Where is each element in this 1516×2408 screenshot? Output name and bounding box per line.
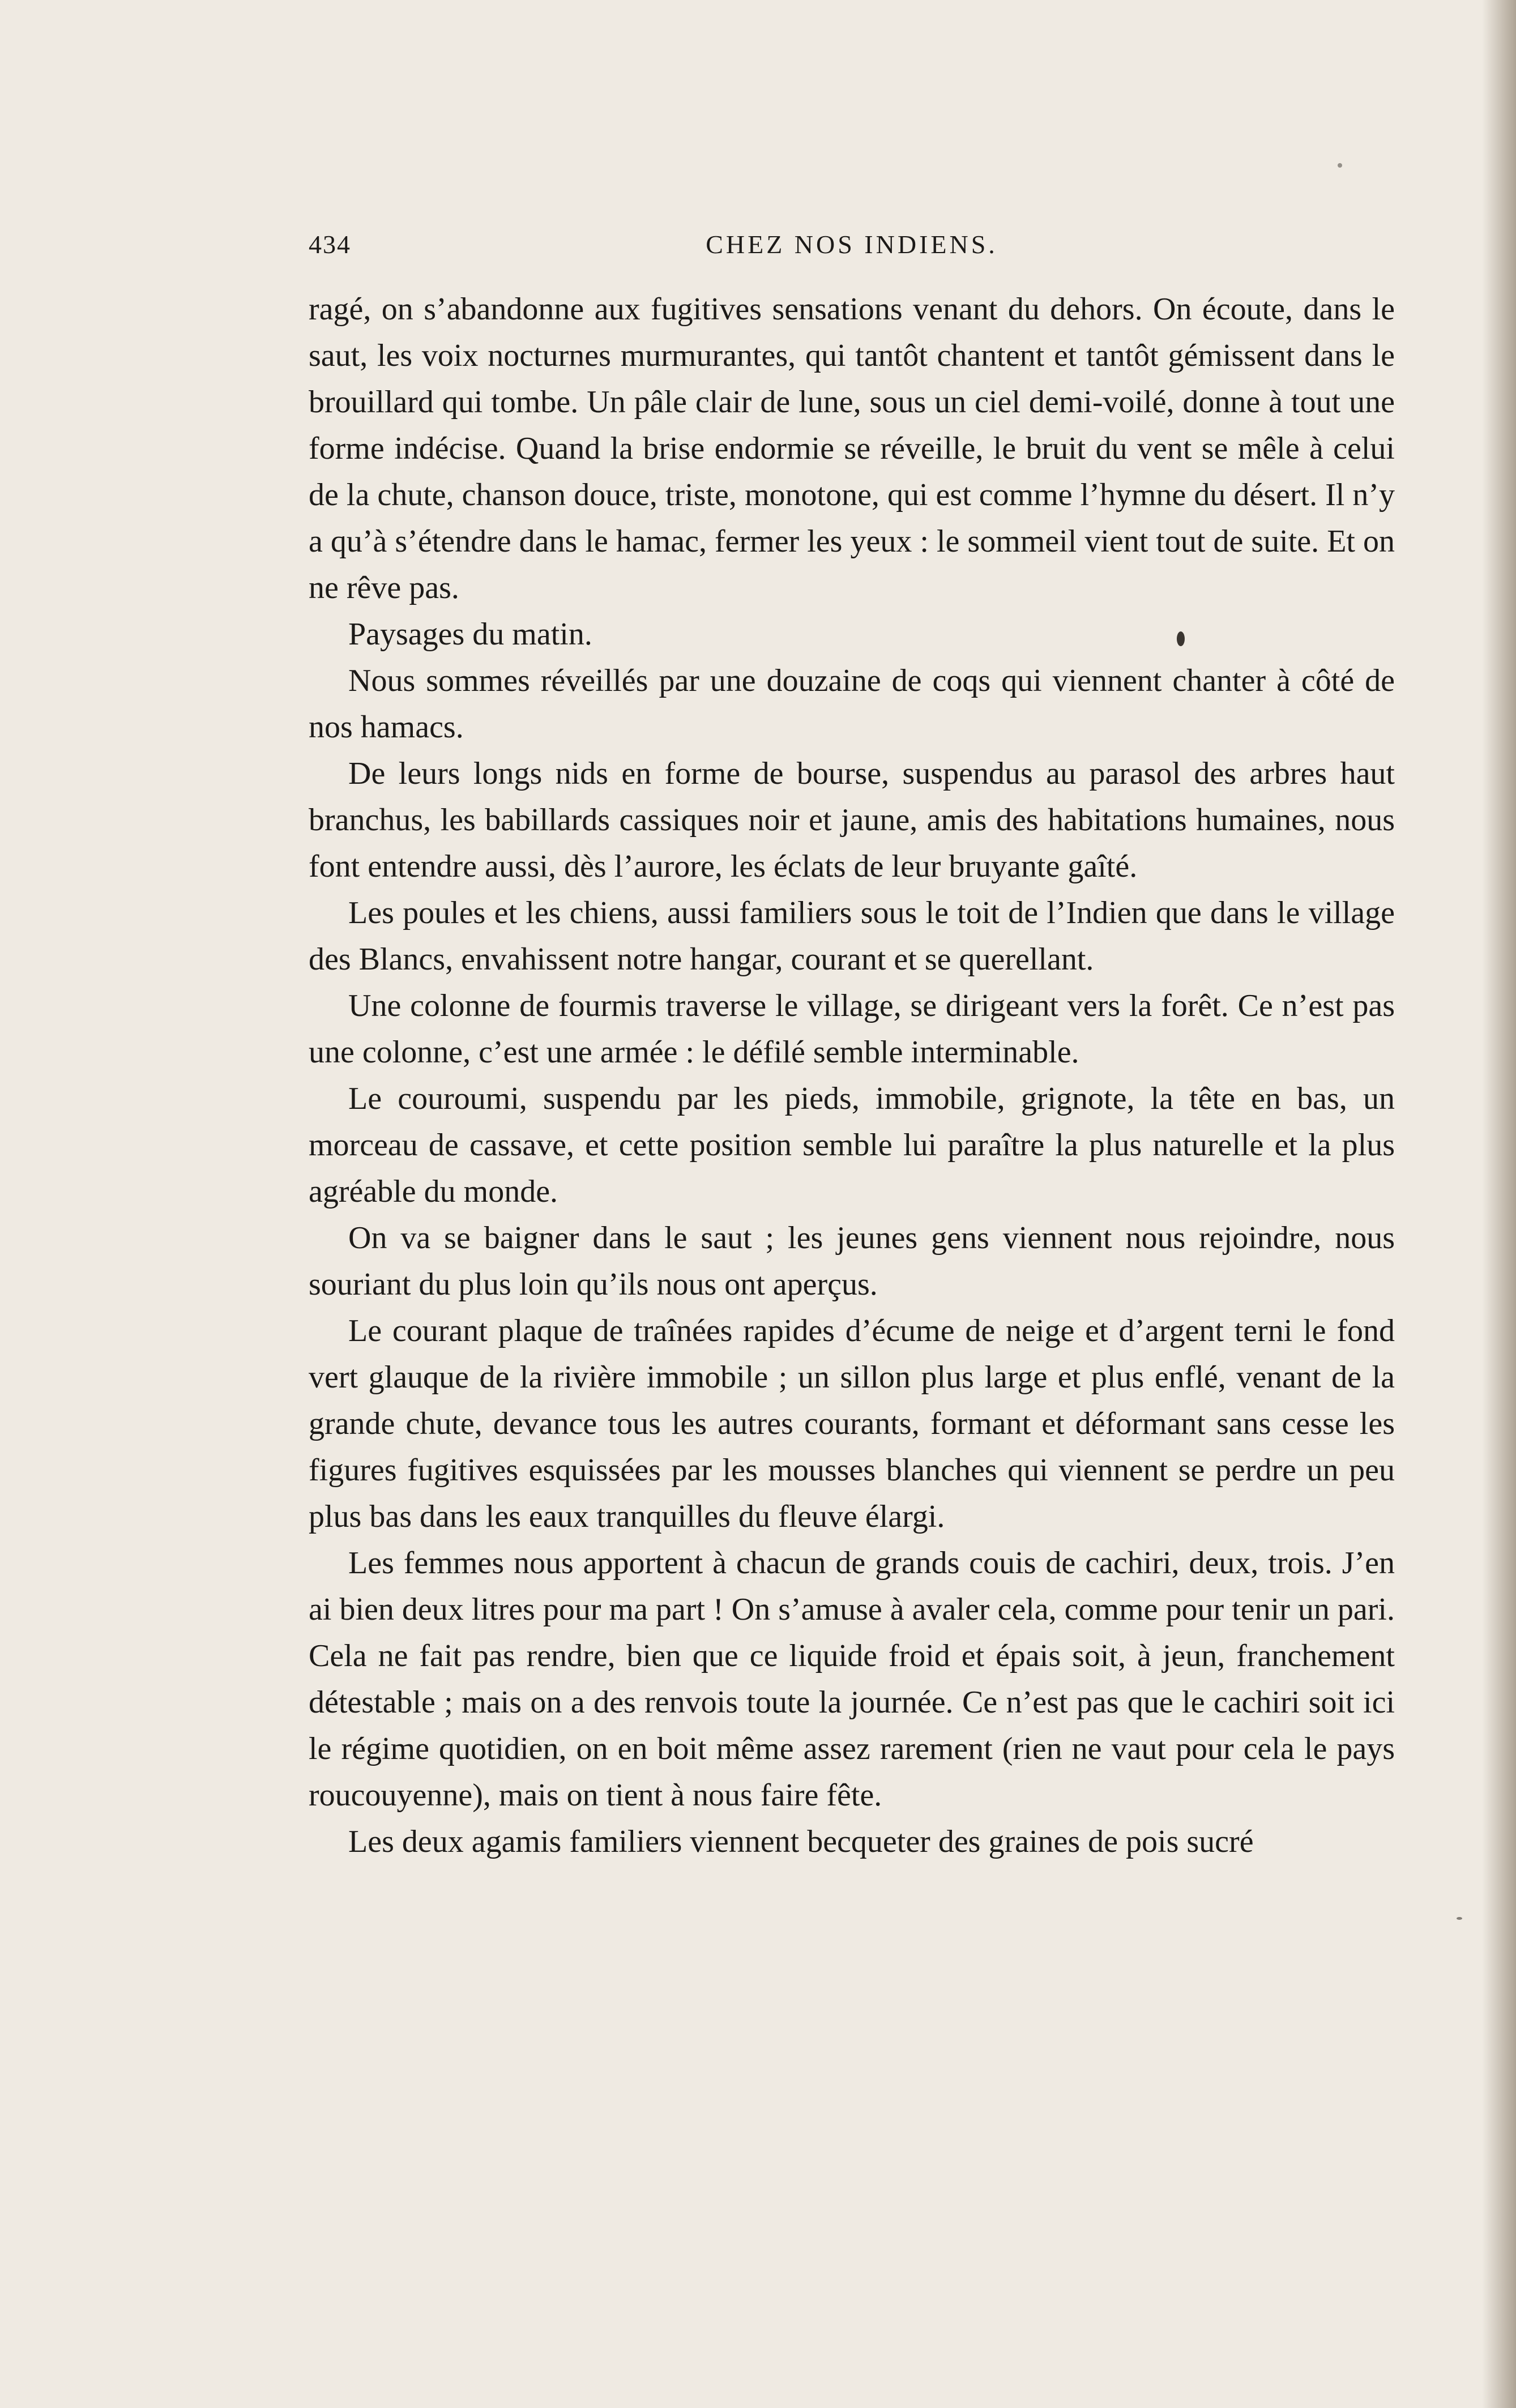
paragraph: On va se baigner dans le saut ; les jeunes gens viennent nous rejoindre, nous souriant du plus loin qu’ils nous ont aperçus. (309, 1220, 1395, 1302)
ink-speck (1177, 631, 1185, 646)
text-body (309, 286, 1395, 1865)
paragraph: Les poules et les chiens, aussi familiers sous le toit de l’Indien que dans le village des Blancs, envahissent notre hangar, courant et se querellant. (309, 895, 1395, 977)
paragraph: Les deux agamis familiers viennent becqueter des graines de pois sucré (348, 1824, 1254, 1859)
ink-speck (1338, 163, 1342, 168)
paragraph: Nous sommes réveillés par une douzaine de coqs qui viennent chanter à côté de nos hamacs. (309, 663, 1395, 745)
ink-speck (1457, 1917, 1462, 1920)
paragraph: ragé, on s’abandonne aux fugitives sensations venant du dehors. On écoute, dans le saut, les voix nocturnes murmurantes, qui tantôt chantent et tantôt gémissent dans le brouillard qui tombe. Un pâle clair de lune, sous un ciel demi-voilé, donne à tout une forme indécise. Quand la brise endormie se réveille, le bruit du vent se mêle à celui de la chute, chanson douce, triste, monotone, qui est comme l’hymne du désert. Il n’y a qu’à s’étendre dans le hamac, fermer les yeux : le sommeil vient tout de suite. Et on ne rêve pas. (309, 292, 1395, 605)
page-edge-shadow (1482, 0, 1516, 2408)
page-number: 434 (309, 230, 351, 259)
paragraph: Les femmes nous apportent à chacun de grands couis de cachiri, deux, trois. J’en ai bien deux litres pour ma part ! On s’amuse à avaler cela, comme pour tenir un pari. Cela ne fait pas rendre, bien que ce liquide froid et épais soit, à jeun, franchement détestable ; mais on a des renvois toute la journée. Ce n’est pas que le cachiri soit ici le régime quotidien, on en boit même assez rarement (rien ne vaut pour cela le pays roucouyenne), mais on tient à nous faire fête. (309, 1545, 1395, 1813)
running-title: CHEZ NOS INDIENS. (706, 230, 998, 259)
paragraph: Le couroumi, suspendu par les pieds, immobile, grignote, la tête en bas, un morceau de cassave, et cette position semble lui paraître la plus naturelle et la plus agréable du monde. (309, 1081, 1395, 1209)
running-header (309, 229, 1395, 269)
paragraph: De leurs longs nids en forme de bourse, suspendus au parasol des arbres haut branchus, les babillards cassiques noir et jaune, amis des habitations humaines, nous font entendre aussi, dès l’aurore, les éclats de leur bruyante gaîté. (309, 756, 1395, 884)
paragraph: Le courant plaque de traînées rapides d’écume de neige et d’argent terni le fond vert glauque de la rivière immobile ; un sillon plus large et plus enflé, venant de la grande chute, devance tous les autres courants, formant et déformant sans cesse les figures fugitives esquissées par les mousses blanches qui viennent se perdre un peu plus bas dans les eaux tranquilles du fleuve élargi. (309, 1313, 1395, 1534)
paragraph: Une colonne de fourmis traverse le village, se dirigeant vers la forêt. Ce n’est pas une colonne, c’est une armée : le défilé semble interminable. (309, 988, 1395, 1070)
paragraph: Paysages du matin. (348, 617, 592, 652)
